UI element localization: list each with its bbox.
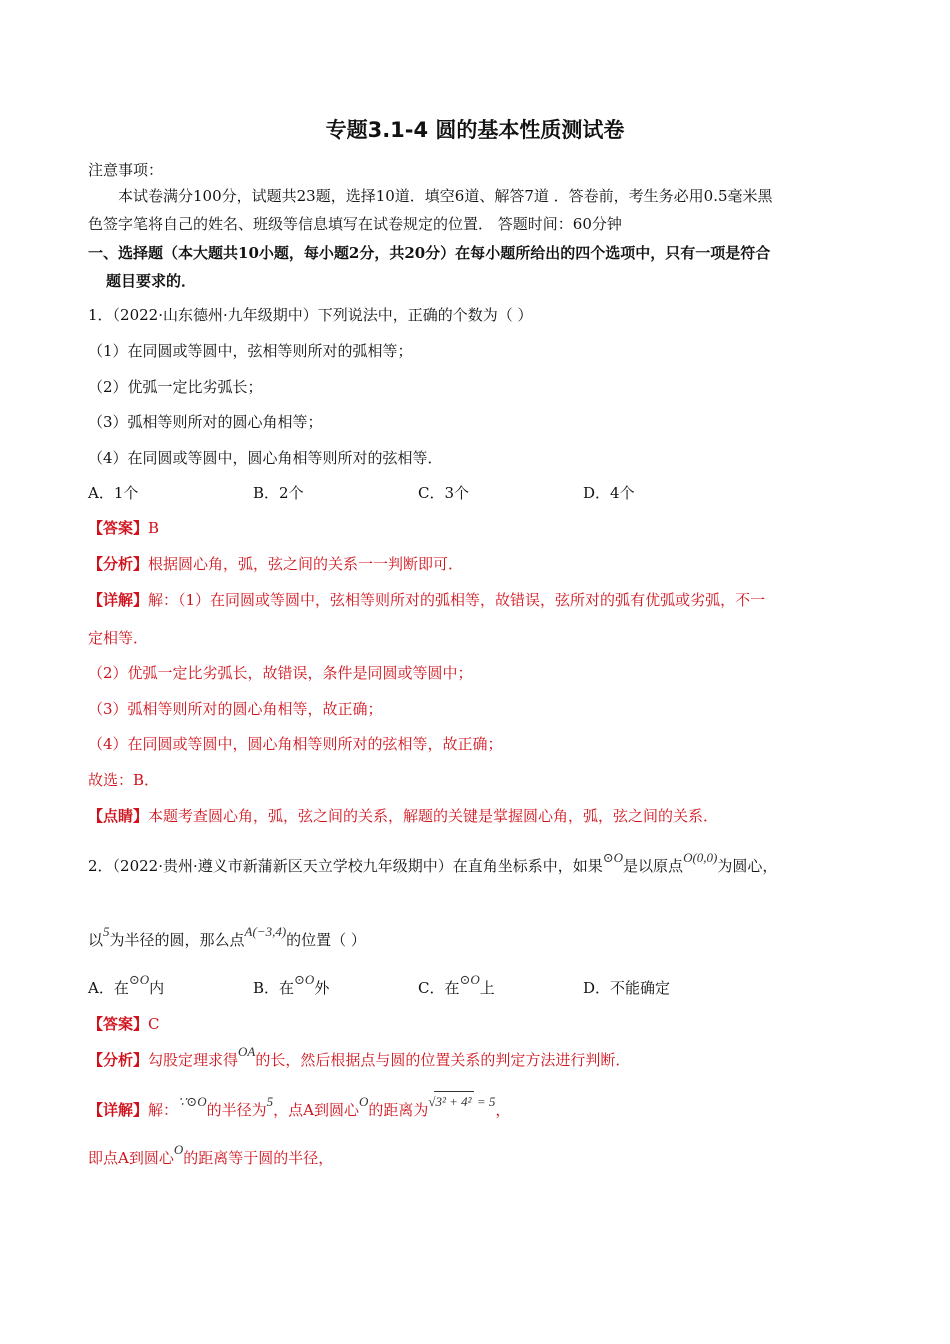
detail-d: 的距离为 [368, 1101, 429, 1119]
sqrt-sign-icon: √ [428, 1094, 436, 1109]
question-2-option-d [583, 978, 670, 998]
circle-o-symbol: ⊙O [602, 850, 624, 865]
sqrt-result: = 5 [476, 1094, 496, 1109]
question-1-comment [88, 806, 718, 826]
last-a: 即点A到圆心 [88, 1149, 174, 1167]
question-2-detail [88, 1094, 511, 1121]
option-a-circle-symbol: ⊙O [128, 972, 150, 987]
sqrt-expression [428, 1094, 495, 1109]
detail-tag: 【详解】 [88, 591, 149, 609]
notes-heading: 注意事项： [88, 161, 164, 179]
last-b: 的距离等于圆的半径， [183, 1149, 334, 1167]
option-b-post: 外 [314, 979, 330, 997]
detail-radius: 5 [266, 1094, 274, 1109]
question-1-item-1: （1）在同圆或等圆中，弦相等则所对的弧相等； [88, 342, 413, 360]
because-circle-o: ∵⊙O [178, 1094, 207, 1109]
option-c-post: 上 [479, 979, 495, 997]
question-1-option-d: D．4个 [583, 484, 635, 502]
sqrt-radicand: 3² + 4² [434, 1091, 474, 1112]
option-b-circle-symbol: ⊙O [294, 972, 315, 987]
analysis-text-b: 的长，然后根据点与圆的位置关系的判定方法进行判断． [255, 1051, 631, 1069]
radius-value: 5 [103, 924, 110, 939]
question-1-detail-line-1 [88, 590, 765, 610]
last-center-o: O [173, 1142, 184, 1157]
answer-value: B [148, 519, 160, 537]
question-1-option-c: C．3个 [418, 484, 470, 502]
question-2-analysis [88, 1044, 631, 1071]
question-1-answer [88, 518, 159, 538]
question-1-item-3: （3）弧相等则所对的圆心角相等； [88, 413, 323, 431]
point-a-coordinates: A(−3,4) [244, 924, 287, 939]
question-1-detail-line-6: 故选：B． [88, 771, 160, 789]
section-heading-line-1: 一、选择题（本大题共10小题，每小题2分，共20分）在每小题所给出的四个选项中，只有一项是符合 [88, 244, 771, 262]
question-1-option-a: A．1个 [88, 484, 139, 502]
question-2-option-c [418, 972, 495, 999]
notes-line-2: 色签字笔将自己的姓名、班级等信息填写在试卷规定的位置． 答题时间：60分钟 [88, 215, 622, 233]
question-2-stem-line-2 [88, 924, 366, 951]
question-1-analysis [88, 554, 463, 574]
answer-tag: 【答案】 [88, 1015, 149, 1033]
question-1-detail-line-2: 定相等． [88, 629, 149, 647]
question-2-stem-c: 为圆心， [717, 857, 778, 875]
question-2-detail-last [88, 1142, 334, 1169]
detail-a: 解： [148, 1101, 179, 1119]
question-2-option-a [88, 972, 165, 999]
detail-b: 的半径为 [206, 1101, 267, 1119]
detail-center-o: O [358, 1094, 369, 1109]
oa-symbol: OA [238, 1044, 256, 1059]
question-2-line2-c: 的位置（ ） [286, 931, 366, 949]
analysis-tag: 【分析】 [88, 1051, 149, 1069]
option-a-pre: A．在 [88, 979, 129, 997]
detail-text: 解：（1）在同圆或等圆中，弦相等则所对的弧相等，故错误，弦所对的弧有优弧或劣弧，不一 [148, 591, 766, 609]
question-1-detail-line-4: （3）弧相等则所对的圆心角相等，故正确； [88, 700, 383, 718]
origin-coordinates: O(0,0) [683, 850, 718, 865]
option-c-circle-symbol: ⊙O [459, 972, 480, 987]
question-1-stem: 1．（2022·山东德州·九年级期中）下列说法中，正确的个数为（ ） [88, 306, 533, 324]
question-2-stem-a: 2．（2022·贵州·遵义市新蒲新区天立学校九年级期中）在直角坐标系中，如果 [88, 857, 603, 875]
option-a-post: 内 [149, 979, 165, 997]
answer-value: C [148, 1015, 160, 1033]
option-d-pre: D．不能确定 [583, 979, 671, 997]
question-2-line2-b: 为半径的圆，那么点 [109, 931, 245, 949]
detail-tag: 【详解】 [88, 1101, 149, 1119]
analysis-text-a: 勾股定理求得 [148, 1051, 239, 1069]
detail-e: ， [495, 1101, 511, 1119]
question-2-answer [88, 1014, 160, 1034]
page-title: 专题3.1-4 圆的基本性质测试卷 [325, 118, 625, 142]
section-heading-line-2: 题目要求的． [106, 272, 197, 290]
option-b-pre: B．在 [253, 979, 295, 997]
detail-c: ，点A到圆心 [273, 1101, 359, 1119]
question-1-detail-line-3: （2）优弧一定比劣弧长，故错误，条件是同圆或等圆中； [88, 664, 473, 682]
question-2-stem-b: 是以原点 [623, 857, 684, 875]
analysis-text: 根据圆心角，弧，弦之间的关系一一判断即可． [148, 555, 464, 573]
question-1-item-4: （4）在同圆或等圆中，圆心角相等则所对的弦相等． [88, 449, 443, 467]
notes-line-1: 本试卷满分100分，试题共23题，选择10道．填空6道、解答7道 ．答卷前，考生务必用0.5毫米黑 [118, 187, 773, 205]
question-1-option-b: B．2个 [253, 484, 304, 502]
comment-tag: 【点睛】 [88, 807, 149, 825]
comment-text: 本题考查圆心角，弧，弦之间的关系，解题的关键是掌握圆心角，弧，弦之间的关系． [148, 807, 719, 825]
question-1-item-2: （2）优弧一定比劣弧长； [88, 378, 263, 396]
question-2-line2-a: 以 [88, 931, 104, 949]
analysis-tag: 【分析】 [88, 555, 149, 573]
question-2-stem [88, 850, 778, 877]
answer-tag: 【答案】 [88, 519, 149, 537]
question-2-option-b [253, 972, 330, 999]
option-c-pre: C．在 [418, 979, 460, 997]
question-1-detail-line-5: （4）在同圆或等圆中，圆心角相等则所对的弦相等，故正确； [88, 735, 503, 753]
